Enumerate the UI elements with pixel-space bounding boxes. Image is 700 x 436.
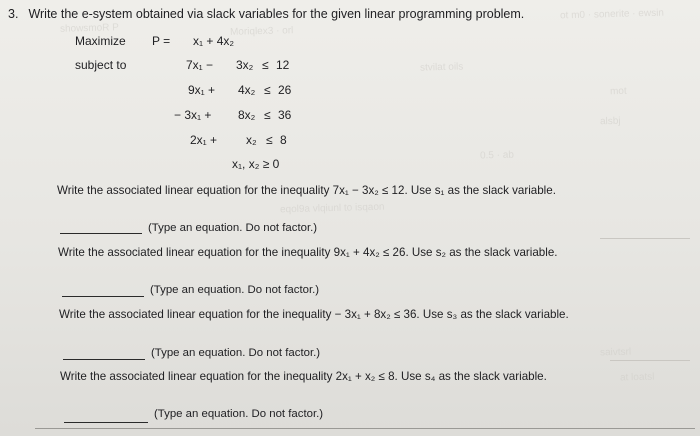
constraint-lhs-a: 9x₁ + [188,83,216,97]
part-1-answer-input[interactable] [60,219,146,235]
part-2-answer-input[interactable] [62,282,148,298]
part-4-prompt: Write the associated linear equation for the inequality 2x₁ + x₂ ≤ 8. Use s₄ as the slack variable. [60,370,547,383]
question-number: 3. [8,7,19,21]
constraint-relation: ≤ [262,58,269,72]
part-3-prompt: Write the associated linear equation for the inequality − 3x₁ + 8x₂ ≤ 36. Use s₃ as the slack variable. [59,308,569,321]
constraint-rhs: 12 [276,58,290,72]
part-2-prompt: Write the associated linear equation for the inequality 9x₁ + 4x₂ ≤ 26. Use s₂ as the slack variable. [58,246,558,259]
part-2-hint: (Type an equation. Do not factor.) [150,284,320,296]
constraint-row [0,58,320,74]
constraint-rhs: 36 [278,108,292,122]
question-title [8,7,524,21]
constraint-lhs-a: 2x₁ + [190,133,218,147]
constraint-lhs-b: 3x₂ [236,58,254,72]
nonnegativity-constraint: x₁, x₂ ≥ 0 [232,157,280,171]
constraint-relation: ≤ [264,108,271,122]
part-1-hint: (Type an equation. Do not factor.) [148,222,318,234]
part-3-answer-input[interactable] [63,345,149,361]
constraints-label: subject to [75,58,127,72]
constraint-relation: ≤ [264,83,271,97]
part-1-prompt: Write the associated linear equation for the inequality 7x₁ − 3x₂ ≤ 12. Use s₁ as the slack variable. [57,184,556,197]
constraint-lhs-a: 7x₁ − [186,58,214,72]
constraint-lhs-b: x₂ [246,133,257,147]
page-divider [35,428,695,429]
constraint-lhs-b: 4x₂ [238,83,256,97]
question-text: Write the e-system obtained via slack variables for the given linear programming problem. [28,7,525,21]
objective-row [0,34,320,50]
constraint-row [0,83,320,99]
objective-expression: x₁ + 4x₂ [193,34,235,48]
nonnegativity-row [0,157,320,173]
constraint-rhs: 8 [280,133,287,147]
constraint-row [0,133,320,149]
constraint-relation: ≤ [266,133,273,147]
part-4-answer-input[interactable] [64,408,152,424]
objective-label: Maximize [75,34,126,48]
part-3-hint: (Type an equation. Do not factor.) [151,347,321,359]
objective-variable: P = [152,34,171,48]
part-4-hint: (Type an equation. Do not factor.) [154,408,324,420]
constraint-lhs-b: 8x₂ [238,108,256,122]
constraint-rhs: 26 [278,83,292,97]
constraint-lhs-a: − 3x₁ + [174,108,212,122]
constraint-row [0,108,320,124]
